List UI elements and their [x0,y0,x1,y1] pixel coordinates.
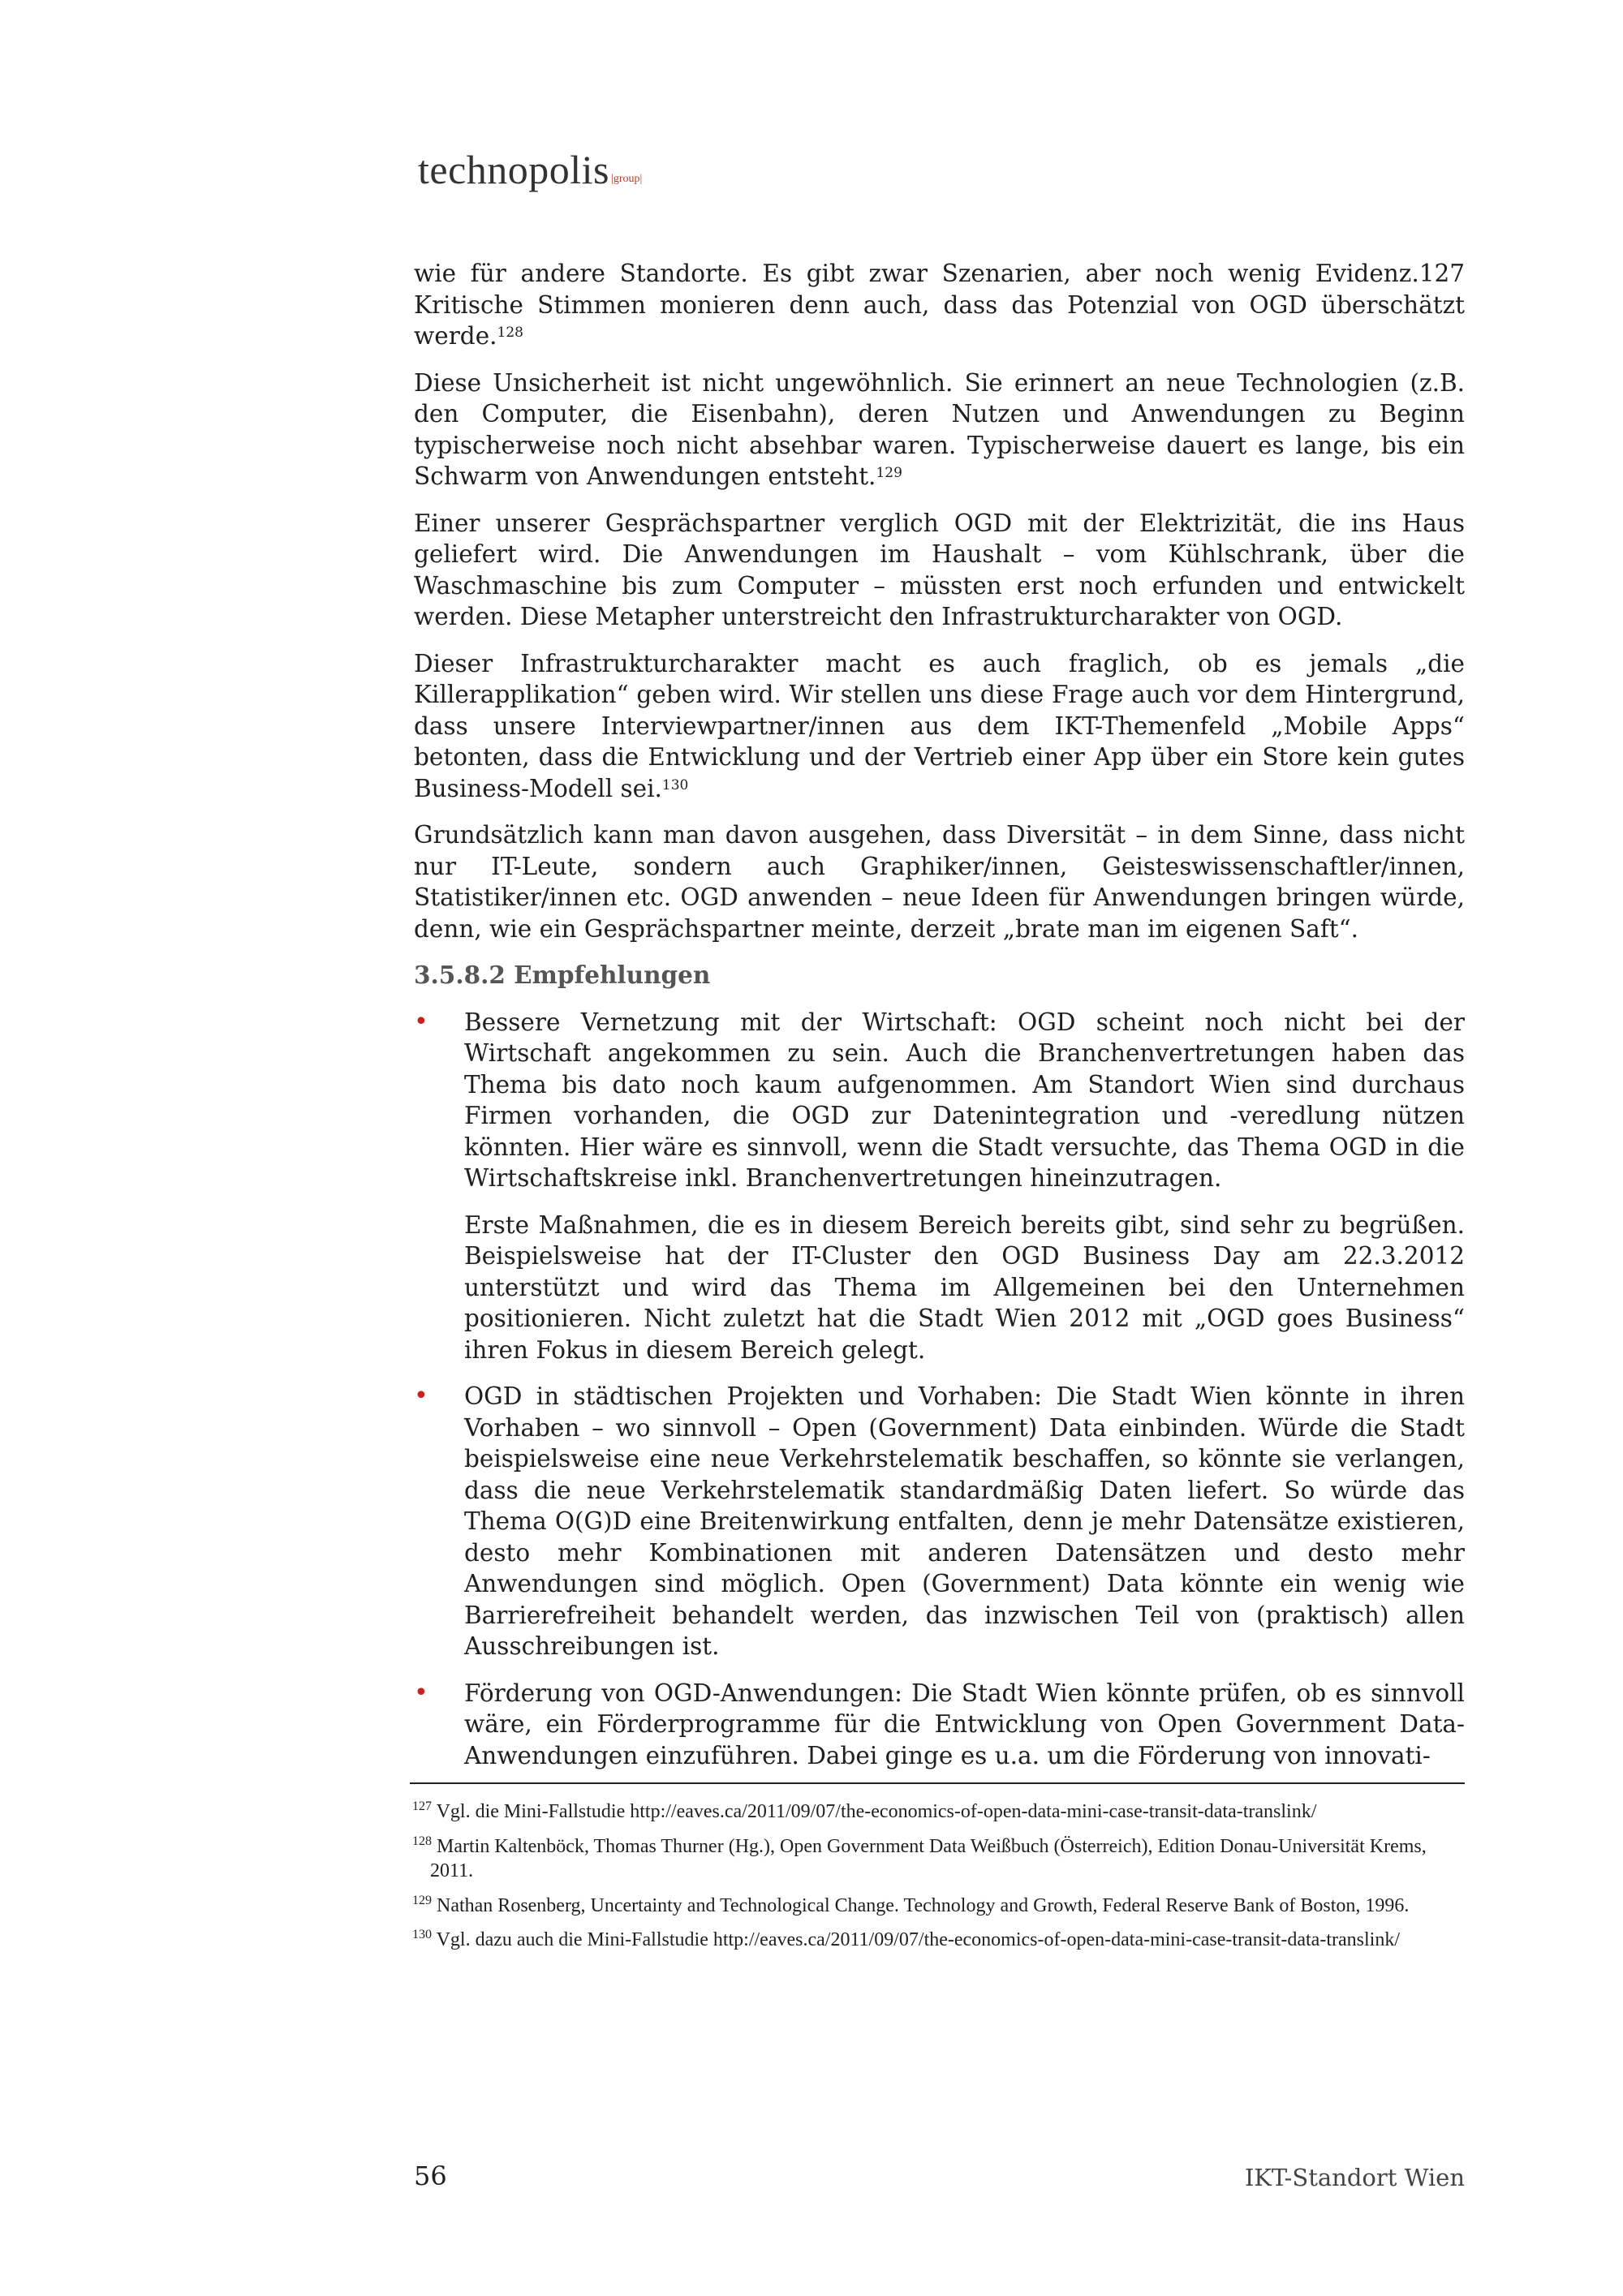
paragraph-2: Diese Unsicherheit ist nicht ungewöhnlich. Sie erinnert an neue Technologien (z.B. den Computer, die Eisenbahn), deren Nutzen und Anwendungen zu Beginn typischerweise noch nicht absehbar waren. Typischerweise dauert es lange, bis ein Schwarm von Anwendungen entsteht.$^{129}$ [414,368,1465,490]
section-heading: 3.5.8.2 Empfehlungen [414,961,711,989]
footnote-ref-128[interactable]: 128 [497,325,523,341]
footnote-129: $^{129}$ Nathan Rosenberg, Uncertainty and Technological Change. Technology and Growth, Federal Reserve Bank of Boston, 1996. [412,1893,1410,1916]
paragraph-5: Grundsätzlich kann man davon ausgehen, dass Diversität – in dem Sinne, dass nicht nur IT-Leute, sondern auch Graphiker/innen, Geisteswissenschaftler/innen, Statistiker/innen etc. OGD anwenden – neue Ideen für Anwendungen bringen würde, denn, wie ein Gesprächspartner meinte, derzeit „brate man im eigenen Saft“. [414,821,1465,943]
list-item [414,1381,1465,1662]
page-number: 56 [414,2161,447,2191]
footnote-divider [410,1782,1465,1784]
bullet-icon: • [414,1382,428,1410]
footnote-127: $^{127}$ Vgl. die Mini-Fallstudie http://eaves.ca/2011/09/07/the-economics-of-open-data-mini-case-transit-data-translink/ [412,1799,1317,1822]
bullet-icon: • [414,1007,428,1036]
footnote-ref-129[interactable]: 129 [876,465,902,481]
footnote-130: $^{130}$ Vgl. dazu auch die Mini-Fallstudie http://eaves.ca/2011/09/07/the-economics-of-open-data-mini-case-transit-data-translink/ [412,1928,1400,1950]
bullet-subparagraph: Erste Maßnahmen, die es in diesem Bereich bereits gibt, sind sehr zu begrüßen. Beispielsweise hat der IT-Cluster den OGD Business Day am 22.3.2012 unterstützt und wird das Thema im Allgemeinen bei den Unternehmen positionieren. Nicht zuletzt hat die Stadt Wien 2012 mit „OGD goes Business“ ihren Fokus in diesem Bereich gelegt. [464,1210,1465,1364]
paragraph-3: Einer unserer Gesprächspartner verglich OGD mit der Elektrizität, die ins Haus geliefert wird. Die Anwendungen im Haushalt – vom Kühlschrank, über die Waschmaschine bis zum Computer – müssten erst noch erfunden und entwickelt werden. Diese Metapher unterstreicht den Infrastrukturcharakter von OGD. [414,509,1465,630]
bullet-text: Bessere Vernetzung mit der Wirtschaft: OGD scheint noch nicht bei der Wirtschaft angekommen zu sein. Auch die Branchenvertretungen haben das Thema bis dato noch kaum aufgenommen. Am Standort Wien sind durchaus Firmen vorhanden, die OGD zur Datenintegration und -veredlung nützen könnten. Hier wäre es sinnvoll, wenn die Stadt versuchte, das Thema OGD in die Wirtschaftskreise inkl. Branchenvertretungen hineinzutragen. [464,1008,1465,1192]
footnote-128: $^{128}$ Martin Kaltenböck, Thomas Thurner (Hg.), Open Government Data Weißbuch (Österreich), Edition Donau-Universität Krems, 2011. [412,1834,1427,1881]
logo-suffix: |group| [611,173,643,185]
running-title: IKT-Standort Wien [1244,2164,1465,2191]
bullet-icon: • [414,1678,428,1707]
paragraph-4: Dieser Infrastrukturcharakter macht es auch fraglich, ob es jemals „die Killerapplikation“ geben wird. Wir stellen uns diese Frage auch vor dem Hintergrund, dass unsere Interviewpartner/innen aus dem IKT-Themenfeld „Mobile Apps“ betonten, dass die Entwicklung und der Vertrieb einer App über ein Store kein gutes Business-Modell sei.$^{130}$ [414,649,1465,802]
footnote-ref-130[interactable]: 130 [661,776,689,793]
list-item [414,1678,1465,1772]
technopolis-logo [418,146,642,193]
paragraph-1: wie für andere Standorte. Es gibt zwar Szenarien, aber noch wenig Evidenz.127 Kritische Stimmen monieren denn auch, dass das Potenzial von OGD überschätzt werde.$^{128}$ [414,260,1465,350]
main-content [414,258,1465,1786]
bullet-text: Förderung von OGD-Anwendungen: Die Stadt Wien könnte prüfen, ob es sinnvoll wäre, ein Förderprogramme für die Entwicklung von Open Government Data-Anwendungen einzuführen. Dabei ginge es u.a. um die Förderung von innovati- [464,1679,1465,1769]
logo-text: technopolis [418,147,610,192]
list-item [414,1007,1465,1366]
footnotes [412,1799,1467,1963]
recommendations-list [414,1007,1465,1772]
bullet-text: OGD in städtischen Projekten und Vorhaben: Die Stadt Wien könnte in ihren Vorhaben – wo sinnvoll – Open (Government) Data einbinden. Würde die Stadt beispielsweise eine neue Verkehrstelematik beschaffen, so könnte sie verlangen, dass die neue Verkehrstelematik standardmäßig Daten liefert. So würde das Thema O(G)D eine Breitenwirkung entfalten, denn je mehr Datensätze existieren, desto mehr Kombinationen mit anderen Datensätzen und desto mehr Anwendungen sind möglich. Open (Government) Data könnte ein wenig wie Barrierefreiheit behandelt werden, das inzwischen Teil von (praktisch) allen Ausschreibungen ist. [464,1382,1465,1660]
